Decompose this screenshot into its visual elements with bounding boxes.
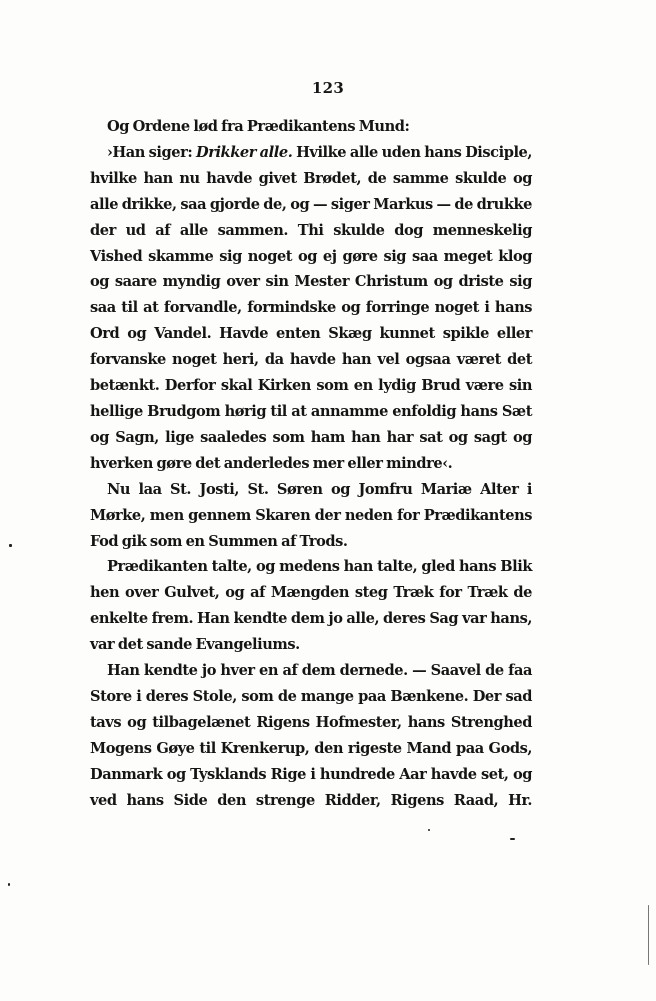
scan-speck-mid xyxy=(428,829,430,831)
scan-speck-bottom-left xyxy=(8,883,10,886)
paragraph-2-quote xyxy=(90,140,532,477)
scan-speck-left xyxy=(9,544,12,547)
paragraph-4-text: Prædikanten talte, og medens han talte, gled hans Blik hen over Gulvet, og af Mængden steg Træk for Træk de enkelte frem. Han kendte dem jo alle, deres Sag var hans, var det sande Evangeliums. xyxy=(90,558,532,654)
scan-speck-right xyxy=(510,838,515,840)
paragraph-1 xyxy=(90,114,532,140)
paragraph-5 xyxy=(90,658,532,813)
paragraph-3-text: Nu laa St. Josti, St. Søren og Jomfru Mariæ Alter i Mørke, men gennem Skaren der neden for Prædikantens Fod gik som en Summen af Trods. xyxy=(90,480,532,550)
paragraph-2-text: Hvilke alle uden hans Disciple, hvilke han nu havde givet Brødet, de samme skulde og alle drikke, saa gjorde de, og — siger Markus — de drukke der ud af alle sammen. Thi skulde dog menneskelig Vished skamme sig noget og ej gøre sig saa meget klog og saare myndig over sin Mester Christum og driste sig saa til at forvandle, formindske og forringe noget i hans Ord og Vandel. Havde enten Skæg kunnet spikle eller forvanske noget heri, da havde han vel ogsaa været det betænkt. Derfor skal Kirken som en lydig Brud være sin hellige Brudgom hørig til at annamme enfoldig hans Sæt og Sagn, lige saaledes som ham han har sat og sagt og hverken gøre det anderledes mer eller mindre‹. xyxy=(90,143,533,472)
paragraph-2-lead: ›Han siger: xyxy=(107,143,196,161)
body-text xyxy=(90,114,532,813)
scan-edge-right xyxy=(648,905,649,965)
paragraph-5-text: Han kendte jo hver en af dem dernede. — Saavel de faa Store i deres Stole, som de mange paa Bænkene. Der sad tavs og tilbagelænet Rigens Hofmester, hans Strenghed Mogens Gøye til Krenkerup, den rigeste Mand paa Gods, Danmark og Tysklands Rige i hundrede Aar havde set, og ved hans Side den strenge Ridder, Rigens Raad, Hr. xyxy=(90,662,532,809)
paragraph-4 xyxy=(90,554,532,658)
page-number: 123 xyxy=(311,79,345,97)
paragraph-1-text: Og Ordene lød fra Prædikantens Mund: xyxy=(107,118,410,135)
paragraph-3 xyxy=(90,477,532,555)
paragraph-2-emphasis: Drikker alle. xyxy=(196,143,293,161)
